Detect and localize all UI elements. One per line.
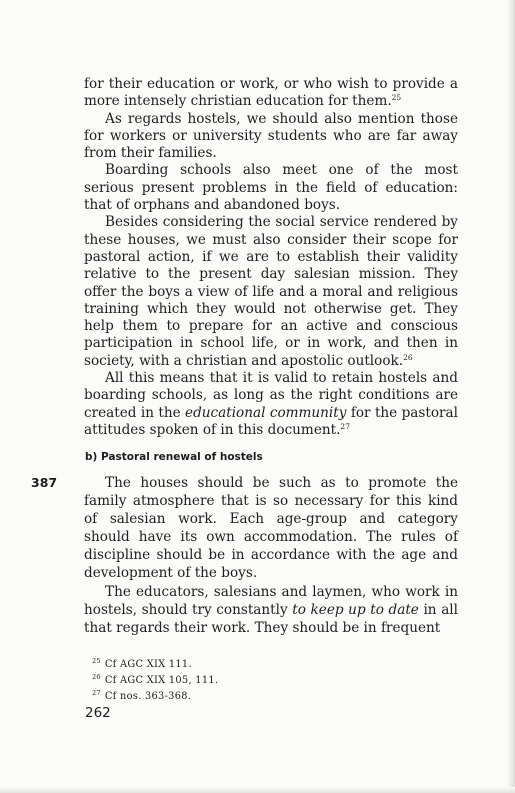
footnote-number: 25 — [92, 657, 101, 665]
paragraph — [84, 583, 458, 637]
paragraph-text: in all that regards their work. They should be in frequent — [84, 601, 458, 636]
footnote — [92, 655, 218, 671]
paragraph-text: All this means that it is valid to retain hostels and boarding schools, as long as the right conditions are created in the — [84, 370, 458, 421]
page-number: 262 — [85, 705, 111, 721]
marginal-number: 387 — [31, 475, 58, 490]
footnote-ref: 25 — [391, 93, 402, 103]
page-edge-shadow — [507, 0, 515, 793]
footnote-ref: 26 — [403, 352, 413, 362]
paragraph-text: for the pastoral attitudes spoken of in this document. — [84, 404, 458, 438]
section-text — [84, 474, 458, 637]
footnote — [92, 687, 218, 703]
footnote-number: 26 — [92, 673, 101, 682]
paragraph: As regards hostels, we should also mention those for workers or university students who are far away from their families. — [84, 110, 458, 162]
paragraph: The houses should be such as to promote the family atmosphere that is so necessary for this kind of salesian work. Each age-group and category should have its own accommodation. The rules of discipline should be in accordance with the age and development of the boys. — [84, 475, 458, 582]
body-text — [84, 76, 458, 439]
paragraph — [84, 76, 458, 111]
paragraph-text: for their education or work, or who wish to provide a more intensely christian education for them. — [84, 76, 458, 110]
paragraph-text: Besides considering the social service rendered by these houses, we must also consider their scope for pastoral action, if we are to establish their validity relative to the present day salesian mission. They offer the boys a view of life and a moral and religious training which they would not otherwise get. They help them to prepare for an active and conscious participation in school life, or in work, and then in society, with a christian and apostolic outlook. — [84, 214, 458, 369]
footnote-ref: 27 — [340, 421, 350, 431]
footnote-text: Cf AGC XIX 105, 111. — [104, 675, 219, 687]
footnote-text: Cf nos. 363-368. — [104, 691, 192, 703]
paragraph-text: The educators, salesians and laymen, who work in hostels, should try constantly — [84, 583, 458, 618]
footnotes — [92, 655, 218, 704]
footnote-text: Cf AGC XIX 111. — [104, 659, 192, 670]
emphasis: to keep up to date — [292, 601, 419, 618]
emphasis: educational community — [185, 404, 347, 421]
footnote — [92, 671, 218, 687]
paragraph: Boarding schools also meet one of the most serious present problems in the field of education: that of orphans and abandoned boys. — [84, 162, 458, 214]
footnote-number: 27 — [92, 689, 101, 698]
paragraph — [84, 370, 458, 439]
page-bottom-shadow — [0, 787, 515, 793]
paragraph — [84, 214, 458, 370]
section-heading: b) Pastoral renewal of hostels — [85, 451, 263, 463]
